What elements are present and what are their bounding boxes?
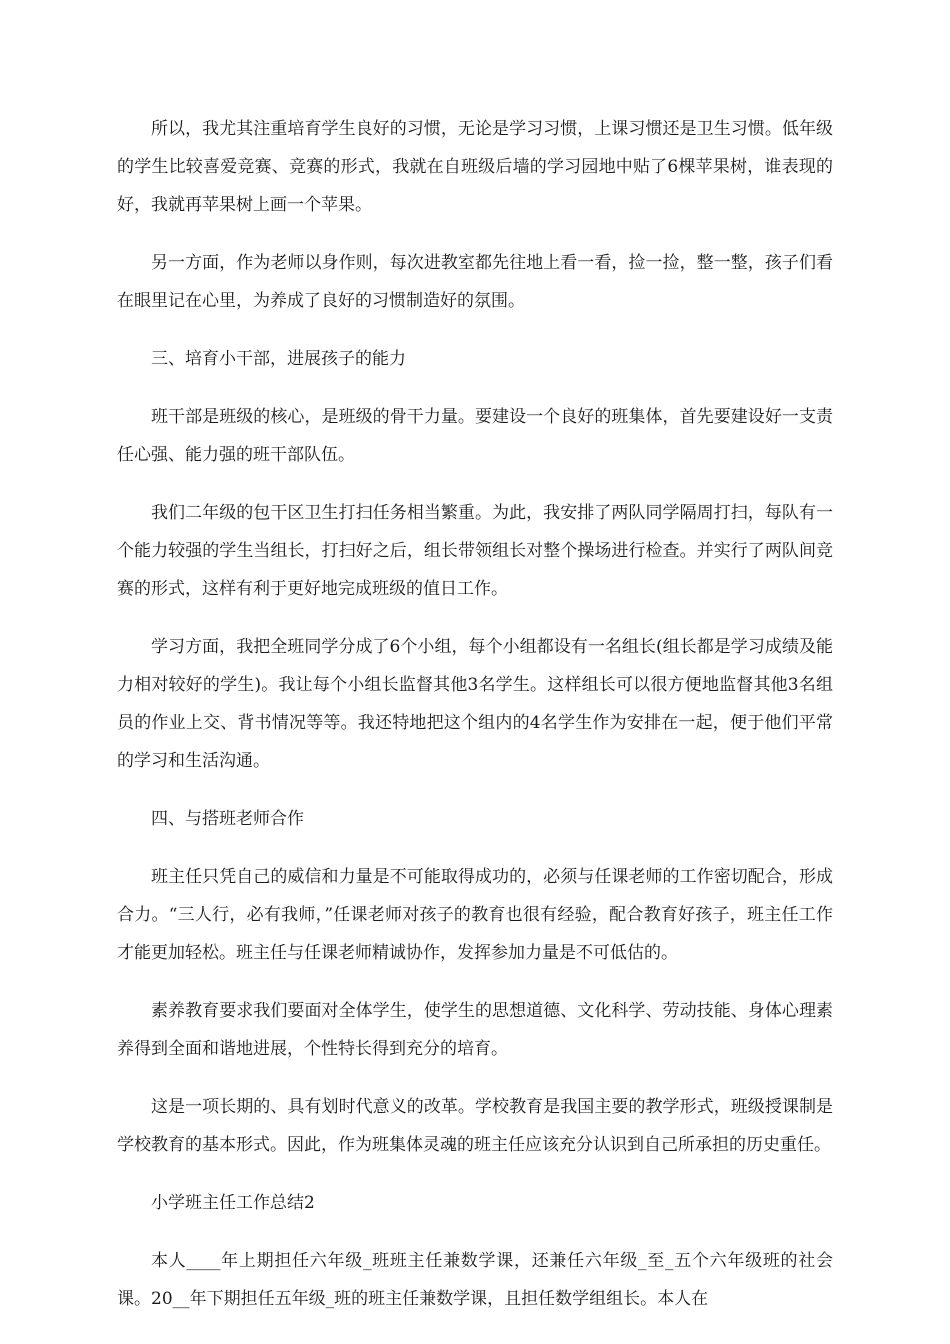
section-heading-class-cadres: 三、培育小干部，进展孩子的能力 [151,349,406,369]
paragraph-quality-education: 素养教育要求我们要面对全体学生，使学生的思想道德、文化科学、劳动技能、身体心理素养得到全面和谐地进展，个性特长得到充分的培育。 [117,1001,833,1059]
paragraph-teacher-example: 另一方面，作为老师以身作则，每次进教室都先往地上看一看，捡一捡，整一整，孩子们看在眼里记在心里，为养成了良好的习惯制造好的氛围。 [117,253,833,311]
paragraph-reform: 这是一项长期的、具有划时代意义的改革。学校教育是我国主要的教学形式，班级授课制是学校教育的基本形式。因此，作为班集体灵魂的班主任应该充分认识到自己所承担的历史重任。 [117,1097,833,1155]
paragraph-summary-2-intro: 本人____年上期担任六年级_班班主任兼数学课，还兼任六年级_至_五个六年级班的社会课。20__年下期担任五年级_班的班主任兼数学课，且担任数学组组长。本人在 [117,1251,833,1309]
paragraph-cleaning-duty: 我们二年级的包干区卫生打扫任务相当繁重。为此，我安排了两队同学隔周打扫，每队有一个能力较强的学生当组长，打扫好之后，组长带领组长对整个操场进行检查。并实行了两队间竞赛的形式，这样有利于更好地完成班级的值日工作。 [117,503,833,599]
section-heading-cooperation: 四、与搭班老师合作 [151,809,304,829]
paragraph-study-groups: 学习方面，我把全班同学分成了6个小组，每个小组都设有一名组长(组长都是学习成绩及能力相对较好的学生)。我让每个小组长监督其他3名学生。这样组长可以很方便地监督其他3名组员的作业上交、背书情况等等。我还特地把这个组内的4名学生作为安排在一起，便于他们平常的学习和生活沟通。 [117,637,833,771]
section-heading-summary-2: 小学班主任工作总结2 [151,1193,315,1213]
document-body [117,110,833,1338]
paragraph-cooperation: 班主任只凭自己的威信和力量是不可能取得成功的，必须与任课老师的工作密切配合，形成合力。“三人行，必有我师，”任课老师对孩子的教育也很有经验，配合教育好孩子，班主任工作才能更加轻松。班主任与任课老师精诚协作，发挥参加力量是不可低估的。 [117,867,833,963]
paragraph-class-cadres: 班干部是班级的核心，是班级的骨干力量。要建设一个良好的班集体，首先要建设好一支责任心强、能力强的班干部队伍。 [117,407,833,465]
paragraph-habits: 所以，我尤其注重培育学生良好的习惯，无论是学习习惯，上课习惯还是卫生习惯。低年级的学生比较喜爱竞赛、竞赛的形式，我就在自班级后墙的学习园地中贴了6棵苹果树，谁表现的好，我就再苹果树上画一个苹果。 [117,119,833,215]
